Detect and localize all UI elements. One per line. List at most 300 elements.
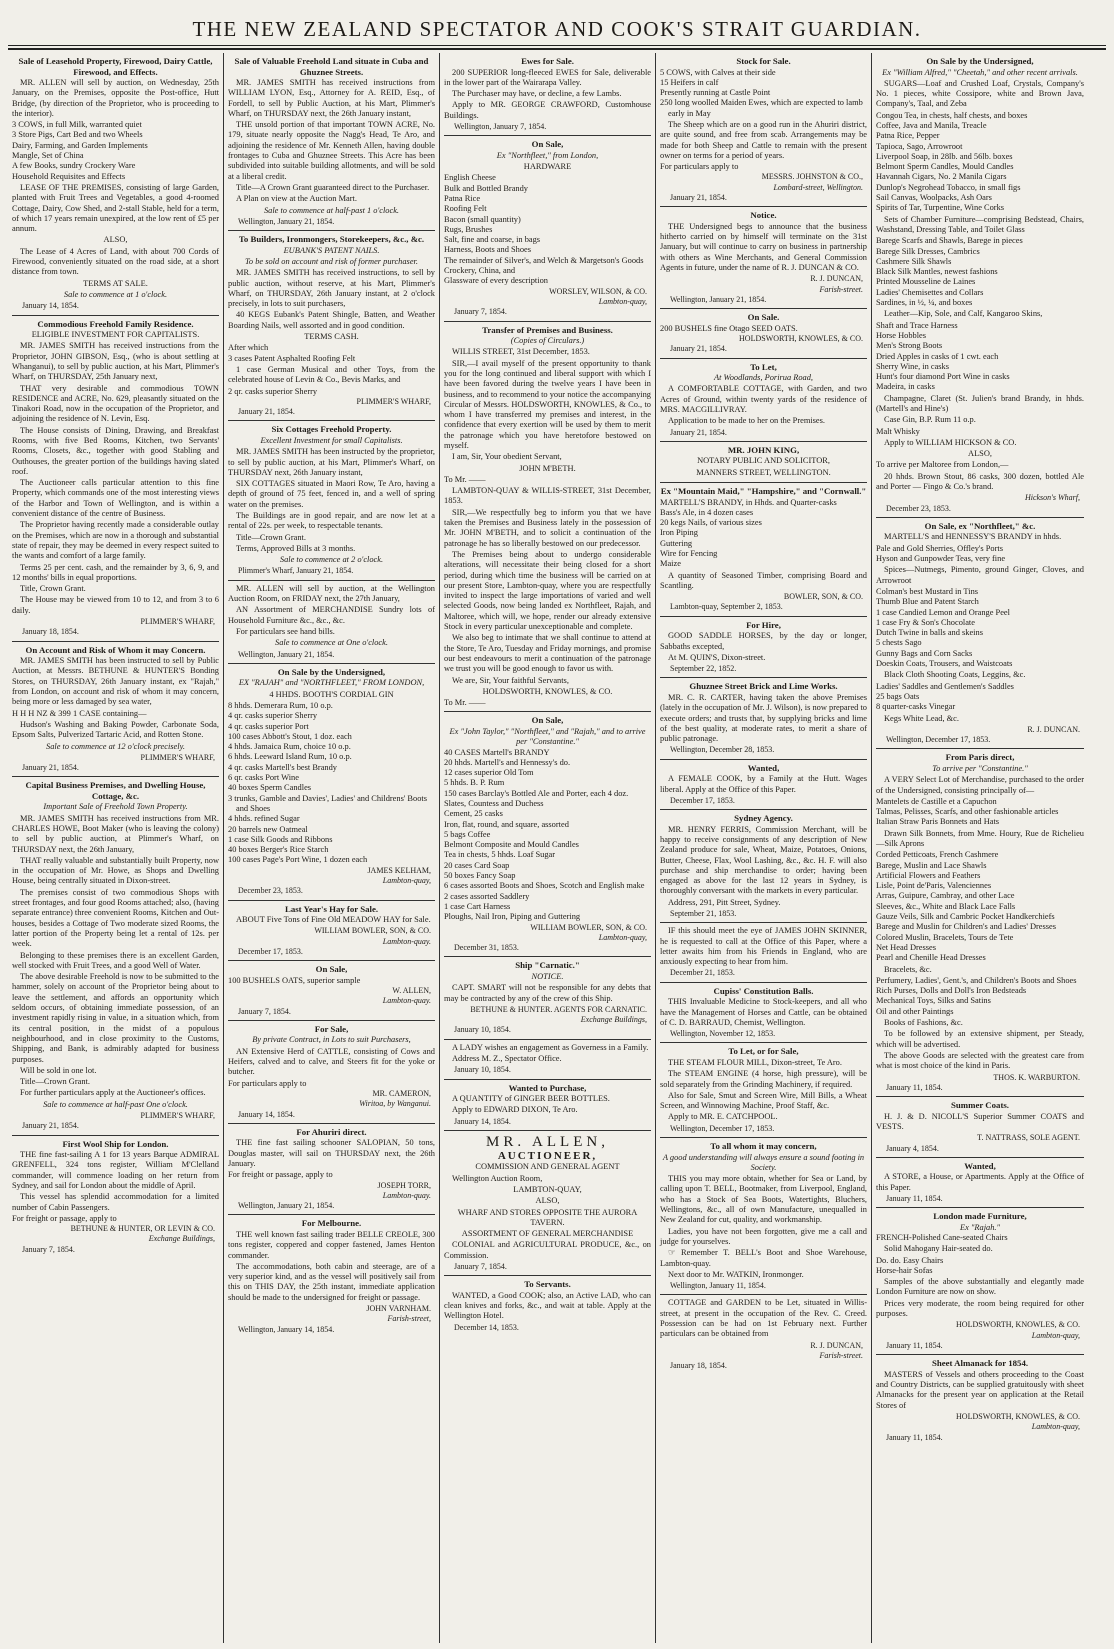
ad-address: Lambton-quay, — [598, 296, 647, 306]
ad-paragraph: SUGARS—Loaf and Crushed Loaf, Crystals, Company's No. 1 pieces, white Cossipore, white and Brown Java, Company's, Taal, and Zeba — [876, 78, 1084, 109]
ad-list-item: 1 case Cart Harness — [444, 901, 511, 911]
ad-paragraph: Apply to EDWARD DIXON, Te Aro. — [452, 1105, 578, 1115]
ad-list-item: Bass's Ale, in 4 dozen cases — [660, 507, 754, 517]
ad-list-item: 25 bags Oats — [876, 691, 920, 701]
ad-list-item: 6 cases assorted Boots and Shoes, Scotch and English make — [444, 881, 645, 891]
ad-address: Lambton-quay, — [1031, 1422, 1080, 1432]
ad-paragraph: ☞ Remember T. BELL's Boot and Shoe Warehouse, Lambton-quay. — [660, 1248, 867, 1268]
ad-paragraph: Next door to Mr. WATKIN, Ironmonger. — [668, 1269, 804, 1279]
ad-paragraph: CAPT. SMART will not be responsible for any debts that may be contracted by any of the crew of this Ship. — [444, 983, 651, 1003]
ad-paragraph: For further particulars apply at the Auctioneer's offices. — [20, 1088, 206, 1098]
ad-list-item: Black Silk Mantles, newest fashions — [876, 267, 998, 277]
ad-list-item: Tapioca, Sago, Arrowroot — [876, 141, 963, 151]
advertisement — [660, 983, 867, 1044]
advertisement — [444, 712, 651, 957]
ad-list-item: Mechanical Toys, Silks and Satins — [876, 996, 991, 1006]
ad-list-item: To Mr. —— — [444, 474, 486, 484]
ad-list-item: Wire for Fencing — [660, 548, 718, 558]
ad-paragraph: The Buildings are in good repair, and are now let at a rental of 22s. per week, to respectable tenants. — [228, 510, 435, 531]
ad-list-item: For freight or passage, apply to — [228, 1170, 333, 1180]
ad-caps-line: MANNERS STREET, WELLINGTON. — [696, 467, 831, 477]
ad-paragraph: GOOD SADDLE HORSES, by the day or longer, Sabbaths excepted, — [660, 631, 867, 651]
ad-date: January 7, 1854. — [238, 1006, 291, 1016]
ad-paragraph: For particulars see hand bills. — [236, 626, 335, 636]
advertisement — [876, 1097, 1084, 1158]
ad-date: December 17, 1853. — [238, 946, 303, 956]
ad-heading: On Sale by the Undersigned, — [277, 666, 386, 677]
ad-list-item: Horse Hobbles — [876, 330, 927, 340]
advertisement — [12, 777, 219, 1135]
ad-paragraph: MR. JAMES SMITH has been instructed to sell by Public Auction, at Messrs. BETHUNE & HUNTER'S Bonding Stores, on THURSDAY, 26th January instant, ex "Rajah," from London, on account and risk of whom it may concern, being more or less damaged by sea water, — [12, 656, 219, 707]
ad-signature: WILLIAM BOWLER, SON, & CO. — [530, 922, 647, 932]
ad-paragraph: Title—Crown Grant. — [236, 532, 306, 542]
ad-list-item: Oil and other Paintings — [876, 1006, 954, 1016]
ad-list-item: 6 hhds. Leeward Island Rum, 10 o.p. — [228, 752, 352, 762]
ad-paragraph: AN Extensive Herd of CATTLE, consisting of Cows and Heifers, calved and to calve, and Steers fit for the yoke or butcher. — [228, 1046, 435, 1077]
ad-list-item: 12 cases superior Old Tom — [444, 768, 534, 778]
ad-list-item: Hunt's four diamond Port Wine in casks — [876, 372, 1010, 382]
ad-list-item: Salt, fine and coarse, in bags — [444, 235, 541, 245]
ad-list-item: Patna Rice, Pepper — [876, 131, 940, 141]
ad-paragraph: This vessel has splendid accommodation for a limited number of Cabin Passengers. — [12, 1192, 219, 1212]
ad-list-item: 50 boxes Fancy Soap — [444, 871, 516, 881]
ad-list-item: 1 case Fry & Son's Chocolate — [876, 617, 975, 627]
ad-paragraph: Address, 291, Pitt Street, Sydney. — [668, 897, 781, 907]
ad-signature: JAMES KELHAM, — [367, 865, 431, 875]
advertisement — [444, 1276, 651, 1336]
ad-list-item: Dunlop's Negrohead Tobacco, in small figs — [876, 182, 1021, 192]
advertisement — [660, 483, 867, 617]
ad-date: Wellington, January 7, 1854. — [454, 121, 547, 131]
ad-paragraph: Terms 25 per cent. cash, and the remainder by 3, 6, 9, and 12 months' bills in equal proportions. — [12, 562, 219, 582]
ad-list-item: Net Head Dresses — [876, 942, 936, 952]
ad-italic-note: Sale to commence at half-past 1 o'clock. — [263, 205, 400, 215]
ad-italic-note: To be sold on account and risk of former purchaser. — [245, 256, 418, 266]
ad-list-item: 40 boxes Sperm Candles — [228, 783, 312, 793]
ad-list-item: Dried Apples in casks of 1 cwt. each — [876, 351, 999, 361]
ad-paragraph: AN Assortment of MERCHANDISE Sundry lots of Household Furniture &c., &c., &c. — [228, 605, 435, 625]
ad-list-item: Cement, 25 casks — [444, 809, 503, 819]
ad-heading: For Hire, — [746, 619, 781, 630]
ad-signature: HOLDSWORTH, KNOWLES, & CO. — [739, 334, 863, 344]
ad-list-item: Rich Purses, Dolls and Doll's Iron Bedsteads — [876, 986, 1027, 996]
advertisement — [12, 1136, 219, 1258]
ad-heading: MR. JOHN KING, — [727, 444, 800, 455]
ad-paragraph: THE Undersigned begs to announce that the business hitherto carried on by himself will terminate on the 31st January, but will continue to carry on business in partnership with others as Wine Merchants, and General Commission Agents in future, under the name of R. J. DUNCAN & CO. — [660, 221, 867, 273]
ad-list-item: Patna Rice — [444, 193, 481, 203]
ad-heading: Ship "Carnatic." — [515, 960, 580, 971]
ad-list-item: Sherry Wine, in casks — [876, 361, 950, 371]
advertisement — [228, 1021, 435, 1124]
ad-list-item: To Mr. —— — [444, 698, 486, 708]
ad-subheading: Ex "William Alfred," "Cheetah," and other recent arrivals. — [882, 67, 1078, 77]
ad-paragraph: The Proprietor having recently made a considerable outlay on the Premises, which are now in a thorough and substantial state of repair, they may be deemed in every respect suited to the wants and comfort of a large family. — [12, 520, 219, 561]
ad-list-item: 3 Store Pigs, Cart Bed and two Wheels — [12, 130, 143, 140]
ad-signature: PLIMMER'S WHARF, — [140, 752, 215, 762]
ad-subheading: Ex "John Taylor," "Northfleet," and "Rajah," and to arrive per "Constantine." — [449, 726, 646, 747]
advertisement — [660, 678, 867, 759]
advertisement — [660, 207, 867, 309]
ad-italic-note: Sale to commence at 2 o'clock. — [279, 555, 384, 565]
ad-subheading: By private Contract, in Lots to suit Purchasers, — [252, 1035, 411, 1045]
ad-heading: Cupiss' Constitution Balls. — [713, 985, 814, 996]
ad-paragraph: THE fine fast sailing schooner SALOPIAN, 50 tons, Douglas master, will sail on THURSDAY next, the 26th January. — [228, 1138, 435, 1168]
ad-list-item: 2 qr. casks superior Sherry — [228, 386, 318, 396]
ad-signature: WORSLEY, WILSON, & CO. — [549, 286, 647, 296]
ad-paragraph: Ladies, you have not been forgotten, give me a call and judge for yourselves. — [660, 1226, 867, 1246]
ad-list-item: Pale and Gold Sherries, Offley's Ports — [876, 543, 1003, 553]
ad-list-item: Rugs, Brushes — [444, 224, 493, 234]
advertisement — [660, 359, 867, 442]
ad-paragraph: Belonging to these premises there is an excellent Garden, well stocked with Fruit Trees, and a good Well of Water. — [12, 950, 219, 970]
ad-paragraph: To be followed by an extensive shipment, per Steady, which will be advertised. — [876, 1029, 1084, 1049]
ad-caps-line: LAMBTON-QUAY, — [513, 1184, 582, 1194]
ad-list-item: 20 barrels new Oatmeal — [228, 824, 308, 834]
masthead-title: THE NEW ZEALAND SPECTATOR AND COOK'S STRAIT GUARDIAN. — [192, 17, 922, 41]
ad-signature: PLIMMER'S WHARF, — [356, 396, 431, 406]
ad-heading: On Sale, — [531, 715, 564, 726]
ad-list-item: 40 CASES Martell's BRANDY — [444, 747, 550, 757]
ad-paragraph: Spices—Nutmegs, Pimento, ground Ginger, Cloves, and Arrowroot — [876, 565, 1084, 585]
ad-heading: Notice. — [750, 210, 777, 221]
ad-heading: For Melbourne. — [301, 1218, 362, 1229]
ad-heading: Wanted, — [964, 1160, 996, 1171]
ad-heading: On Sale, ex "Northfleet," &c. — [924, 520, 1036, 531]
ad-heading: Sydney Agency. — [734, 813, 793, 824]
ad-date: January 18, 1854. — [22, 627, 79, 637]
ad-paragraph: THE unsold portion of that important TOWN ACRE, No. 179, situate nearly opposite the Nagg's Head, Te Aro, and adjoining the residence of Mr. Kenneth Allen, having double frontages to Cuba and Ghuznee Streets. This Acre has been subdivided into suitable building allotments, and will be sold at a liberal credit. — [228, 120, 435, 181]
firm-title: AUCTIONEER, — [497, 1150, 598, 1163]
ad-paragraph: A quantity of Seasoned Timber, comprising Board and Scantling. — [660, 570, 867, 590]
ad-paragraph: Wellington Auction Room, — [452, 1173, 543, 1183]
ad-date: Wellington, December 17, 1853. — [670, 1123, 775, 1133]
ad-heading: To Builders, Ironmongers, Storekeepers, &c., &c. — [238, 234, 425, 245]
ad-list-item: 1 case Candied Lemon and Orange Peel — [876, 607, 1010, 617]
ad-list-item: 3 COWS, in full Milk, warranted quiet — [12, 120, 142, 130]
ad-list-item: The remainder of Silver's, and Welch & Margetson's Goods — [444, 255, 644, 265]
ad-list-item: 5 COWS, with Calves at their side — [660, 67, 776, 77]
ad-date: January 10, 1854. — [454, 1025, 511, 1035]
ad-list-item: Madeira, in casks — [876, 382, 935, 392]
ad-paragraph: COLONIAL and AGRICULTURAL PRODUCE, &c., on Commission. — [444, 1240, 651, 1260]
ad-list-item: 20 hhds. Martell's and Hennessy's do. — [444, 757, 571, 767]
ad-date: Wellington, January 11, 1854. — [670, 1281, 766, 1291]
ad-date: January 21, 1854. — [670, 427, 727, 437]
advertisement — [876, 518, 1084, 749]
ad-paragraph: Hudson's Washing and Baking Powder, Carbonate Soda, Epsom Salts, Pulverized Tartaric Acid, and Rotten Stone. — [12, 719, 219, 740]
ad-signature: THOS. K. WARBURTON. — [993, 1072, 1080, 1082]
ad-date: January 14, 1854. — [238, 1109, 295, 1119]
ad-address: Lambton-quay, — [382, 875, 431, 885]
ad-date: Wellington, December 28, 1853. — [670, 745, 775, 755]
ad-caps-line: HARDWARE — [523, 162, 572, 172]
ad-paragraph: Title—Crown Grant. — [20, 1077, 90, 1087]
ad-paragraph: SIX COTTAGES situated in Maori Row, Te Aro, having a depth of ground of 75 feet, fenced in, and a well of spring water on the premises. — [228, 479, 435, 509]
ad-list-item: Bacon (small quantity) — [444, 214, 521, 224]
ad-paragraph: Samples of the above substantially and elegantly made London Furniture are now on show. — [876, 1277, 1084, 1297]
ad-paragraph: THAT really valuable and substantially built Property, now in the occupation of Mr. Howe, as Shops and Dwelling House, being centrally situated in Dixon-street. — [12, 855, 219, 886]
ad-heading: On Sale, — [531, 139, 564, 150]
ad-date: September 21, 1853. — [670, 909, 737, 918]
ad-list-item: Corded Petticoats, French Cashmere — [876, 850, 999, 860]
ad-heading: On Sale, — [315, 964, 348, 975]
advertisement — [444, 136, 651, 321]
ad-paragraph: The Lease of 4 Acres of Land, with about 700 Cords of Firewood, conveniently situated on the road side, at a short distance from town. — [12, 246, 219, 277]
ad-paragraph: WILLIS STREET, 31st December, 1853. — [452, 347, 590, 357]
firm-name: MR. ALLEN, — [486, 1134, 609, 1151]
ad-list-item: 15 Heifers in calf — [660, 77, 719, 87]
ad-paragraph: Bracelets, &c. — [884, 964, 932, 974]
ad-list-item: Talmas, Pelisses, Scarfs, and other fashionable articles — [876, 807, 1059, 817]
ad-heading: For Ahuriri direct. — [296, 1126, 367, 1137]
ad-paragraph: 200 SUPERIOR long-fleeced EWES for Sale, deliverable in the lower part of the Wairarapa Valley. — [444, 67, 651, 87]
advertisement — [228, 961, 435, 1021]
ad-date: Lambton-quay, September 2, 1853. — [670, 602, 783, 612]
ad-signature: BOWLER, SON, & CO. — [783, 592, 863, 602]
ad-signature: R. J. DUNCAN, — [810, 1340, 863, 1350]
ad-signature: R. J. DUNCAN. — [1027, 724, 1080, 734]
ad-heading: Sheet Almanack for 1854. — [931, 1358, 1029, 1369]
ad-paragraph: Apply to MR. GEORGE CRAWFORD, Customhouse Buildings. — [444, 100, 651, 120]
ad-date: December 23, 1853. — [886, 503, 951, 513]
ad-list-item: Iron Piping — [660, 528, 698, 538]
ad-list-item: Men's Strong Boots — [876, 341, 943, 351]
ad-list-item: Dairy, Farming, and Garden Implements — [12, 140, 148, 150]
ad-list-item: Maize — [660, 559, 681, 569]
ad-list-item: Barege, Muslin and Lace Shawls — [876, 860, 987, 870]
ad-subheading: Important Sale of Freehold Town Property. — [43, 802, 188, 812]
ad-list-item: Arras, Guipure, Cambray, and other Lace — [876, 891, 1015, 901]
ad-list-item: H H H NZ & 399 1 CASE containing— — [12, 708, 147, 718]
ad-paragraph: Case Gin, B.P. Rum 11 o.p. — [884, 415, 976, 425]
ad-address: Hickson's Wharf, — [1024, 493, 1080, 503]
ad-list-item: After which — [228, 343, 269, 353]
ad-heading: Commodious Freehold Family Residence. — [37, 318, 194, 329]
ad-list-item: Ladies' Chemisettes and Collars — [876, 287, 984, 297]
advertisement — [660, 309, 867, 358]
advertisement — [12, 316, 219, 642]
advertisement — [660, 810, 867, 923]
ad-caps-line: TERMS AT SALE. — [83, 278, 148, 288]
ad-list-item: Sardines, in ½, ¼, and boxes — [876, 298, 973, 308]
ad-list-item: Harness, Boots and Shoes — [444, 245, 532, 255]
ad-heading: Sale of Leasehold Property, Firewood, Dairy Cattle, Firewood, and Effects. — [18, 56, 213, 77]
ad-list-item: Barege Silk Dresses, Cambrics — [876, 246, 980, 256]
advertisement — [444, 53, 651, 136]
column-2 — [224, 53, 440, 1643]
ad-list-item: 4 qr. casks superior Port — [228, 721, 309, 731]
ad-heading: Stock for Sale. — [736, 56, 791, 66]
ad-date: December 31, 1853. — [454, 943, 519, 953]
ad-paragraph: SIR,—I avail myself of the present opportunity to thank you for the long continued and liberal support with which I have been favored during the twelve years I have been in business, and to recommend to your notice the accompanying Circular of Messrs. HOLDSWORTH, KNOWLES, & Co., to whom I have transferred my premises and interest, in the confidence that every exertion will be used by them to merit the patronage which you have heretofore bestowed on myself. — [444, 358, 651, 450]
ad-list-item: Horse-hair Sofas — [876, 1265, 933, 1275]
ad-list-item: 4 hhds. refined Sugar — [228, 814, 300, 824]
ad-list-item: Printed Mousseline de Laines — [876, 277, 976, 287]
ad-list-item: For freight or passage, apply to — [12, 1213, 117, 1223]
ad-list-item: Colman's best Mustard in Tins — [876, 586, 979, 596]
ad-date: December 21, 1853. — [670, 968, 735, 978]
ad-paragraph: MR. ALLEN will sell by auction, at the Wellington Auction Room, on FRIDAY next, the 27th January, — [228, 583, 435, 604]
ad-paragraph: THIS Invaluable Medicine to Stock-keepers, and all who have the Management of Horses and Cattle, can be obtained of C. D. BARRAUD, Chemist, Wellington. — [660, 997, 867, 1027]
ad-address: Lambton-quay, — [598, 932, 647, 942]
ad-paragraph: MR. JAMES SMITH has received instructions from the Proprietor, JOHN GIBSON, Esq., (who is about settling at Whanganui), to sell by public auction, at his Mart, Plimmer's Wharf, on THURSDAY, 25th January next, — [12, 341, 219, 382]
ad-heading: To Let, — [750, 361, 777, 372]
ad-subheading: (Copies of Circulars.) — [510, 336, 585, 346]
advertisement — [660, 923, 867, 982]
ad-paragraph: The Auctioneer calls particular attention to this fine Property, which commands one of the most interesting views of the Harbor and Town of Wellington, and is within a convenient distance of the centre of Business. — [12, 478, 219, 519]
ad-subheading: At Woodlands, Porirua Road, — [713, 373, 814, 383]
ad-paragraph: Title, Crown Grant. — [20, 584, 86, 594]
ad-paragraph: Solid Mahogany Hair-seated do. — [884, 1244, 993, 1254]
advertisement — [660, 1295, 867, 1374]
ad-list-item: For particulars apply to — [228, 1078, 307, 1088]
ad-list-item: Household Requisites and Effects — [12, 171, 126, 181]
ad-list-item: Do. do. Easy Chairs — [876, 1255, 944, 1265]
advertisement — [12, 642, 219, 778]
ad-list-item: Ploughs, Nail Iron, Piping and Guttering — [444, 912, 581, 922]
ad-list-item: Presently running at Castle Point — [660, 88, 771, 98]
ad-list-item: FRENCH-Polished Cane-seated Chairs — [876, 1232, 1008, 1242]
ad-caps-line: ALSO, — [968, 449, 992, 459]
ad-list-item: Shaft and Trace Harness — [876, 320, 958, 330]
ad-list-item: Slates, Countess and Duchess — [444, 799, 544, 808]
ad-list-item: 40 boxes Berger's Rice Starch — [228, 845, 329, 855]
ad-paragraph: MR. JAMES SMITH has received instructions from MR. CHARLES HOWE, Boot Maker (who is leaving the colony) to sell by public auction, at Plimmer's Wharf, on THURSDAY next, the 26th January, — [12, 813, 219, 854]
ad-list-item: 100 cases Page's Port Wine, 1 dozen each — [228, 855, 368, 865]
ad-date: December 17, 1853. — [670, 795, 735, 805]
column-3 — [440, 53, 656, 1643]
ad-list-item: 5 hhds. B. P. Rum — [444, 778, 505, 788]
ad-list-item: Doeskin Coats, Trousers, and Waistcoats — [876, 659, 1013, 669]
ad-list-item: 100 BUSHELS OATS, superior sample — [228, 975, 361, 985]
advertisement — [876, 53, 1084, 518]
advertisement — [660, 617, 867, 679]
ad-heading: Wanted to Purchase, — [508, 1082, 587, 1093]
advertisement — [876, 1208, 1084, 1355]
ad-list-item: 4 qr. casks superior Sherry — [228, 711, 318, 721]
ad-heading: Summer Coats. — [951, 1100, 1009, 1111]
ad-paragraph: MR. C. R. CARTER, having taken the above Premises (lately in the occupation of Mr. J. Wilson), is now prepared to execute orders; and trusts that, by supplying bricks and lime of the best quality, at moderate rates, to merit a share of public patronage. — [660, 692, 867, 744]
ad-date: Wellington, December 17, 1853. — [886, 735, 991, 745]
ad-paragraph: The accommodations, both cabin and steerage, are of a very superior kind, and as the vessel will positively sail from this on THIS DAY, the 25th instant, immediate application should be made to the undersigned for freight or passage. — [228, 1261, 435, 1302]
ad-paragraph: The above desirable Freehold is now to be submitted to the hammer, solely on account of the Proprietor being about to leave the settlement, and affords an opportunity which seldom occurs, of obtaining immediate possession, of an investment rapidly rising in value, in a situation which, from its central position, in the midst of a populous neighbourhood, and in close proximity to the Customs, Shipping, and Bank, is admirably adapted for business purposes. — [12, 972, 219, 1064]
ad-address: Lombard-street, Wellington. — [773, 182, 863, 192]
ad-italic-note: Sale to commence at half-past One o'clock. — [43, 1099, 188, 1109]
ad-list-item: Roofing Felt — [444, 204, 487, 214]
ad-signature: HOLDSWORTH, KNOWLES, & CO. — [956, 1320, 1080, 1330]
ad-heading: Sale of Valuable Freehold Land situate in Cuba and Ghuznee Streets. — [234, 56, 429, 77]
ad-paragraph: IF this should meet the eye of JAMES JOHN SKINNER, he is requested to call at the Office of this Paper, where a letter awaits him from his Friends in England, who are anxiously expecting to hear from him. — [660, 926, 867, 967]
ad-paragraph: MR. JAMES SMITH has received instructions, to sell by public auction, without reserve, at his Mart, Plimmer's Wharf, on THURSDAY, 26th January instant, at 2 o'clock precisely, in lots to suit purchasers, — [228, 268, 435, 309]
ad-signature: MESSRS. JOHNSTON & CO., — [761, 172, 863, 182]
ad-paragraph: 1 case German Musical and other Toys, from the celebrated house of Levin & Co., Bevis Marks, and — [228, 364, 435, 385]
ad-paragraph: Application to be made to her on the Premises. — [668, 416, 825, 426]
ad-date: January 18, 1854. — [670, 1361, 727, 1371]
ad-caps-line: WHARF AND STORES OPPOSITE THE AURORA TAVERN. — [457, 1207, 638, 1227]
ad-paragraph: LEASE OF THE PREMISES, consisting of large Garden, planted with Fruit Trees and Vegetables, a good 4-roomed Cottage, Dairy, Cow Shed, and 2-stall Stable, held for a term, of which 17 years remain unexpired, at the low rent of £5 per annum. — [12, 182, 219, 234]
ad-date: January 14, 1854. — [454, 1116, 511, 1126]
advertisement — [228, 901, 435, 962]
ad-caps-line: 4 HHDS. BOOTH'S CORDIAL GIN — [269, 689, 394, 699]
ad-heading: Last Year's Hay for Sale. — [284, 903, 379, 914]
ad-signature: WILLIAM BOWLER, SON, & CO. — [314, 926, 431, 936]
ad-subheading: EX "RAJAH" and "NORTHFLEET," FROM LONDON, — [238, 678, 425, 688]
ad-signature: PLIMMER'S WHARF, — [140, 1111, 215, 1121]
ad-list-item: Thumb Blue and Patent Starch — [876, 597, 979, 607]
ad-list-item: Artificial Flowers and Feathers — [876, 870, 981, 880]
ad-list-item: Ladies' Saddles and Gentlemen's Saddles — [876, 681, 1014, 691]
ad-heading: First Wool Ship for London. — [62, 1138, 169, 1149]
ad-paragraph: THE well known fast sailing trader BELLE CREOLE, 300 tons register, coppered and copper fastened, James Henton commander. — [228, 1229, 435, 1260]
ad-heading: From Paris direct, — [945, 752, 1015, 763]
advertisement — [228, 1124, 435, 1216]
ad-paragraph: Apply to MR. E. CATCHPOOL. — [668, 1112, 778, 1122]
column-4 — [656, 53, 872, 1643]
ad-date: Wellington, January 21, 1854. — [238, 649, 335, 659]
ad-paragraph: Will be sold in one lot. — [20, 1065, 97, 1075]
ad-date: January 21, 1854. — [22, 1121, 79, 1131]
advertisement — [660, 442, 867, 483]
ad-paragraph: Also for Sale, Smut and Screen Wire, Mill Bills, a Wheat Screen, and Winnowing Machine, Proof Staff, &c. — [660, 1090, 867, 1111]
ad-paragraph: The Purchaser may have, or decline, a few Lambs. — [452, 89, 622, 99]
ad-signature: BETHUNE & HUNTER. AGENTS FOR CARNATIC. — [470, 1004, 647, 1014]
ad-list-item: 3 cases Patent Asphalted Roofing Felt — [228, 353, 356, 363]
ad-list-item: Dutch Twine in balls and skeins — [876, 628, 983, 638]
ad-paragraph: A STORE, a House, or Apartments. Apply at the Office of this Paper. — [876, 1172, 1084, 1192]
ad-date: January 21, 1854. — [238, 407, 295, 417]
ad-paragraph: THE STEAM FLOUR MILL, Dixon-street, Te Aro. — [668, 1057, 842, 1067]
ad-address: Lambton-quay. — [382, 1190, 431, 1200]
ad-heading: Ghuznee Street Brick and Lime Works. — [689, 681, 838, 692]
ad-date: January 7, 1854. — [22, 1244, 75, 1254]
ad-address: Wiritoa, by Wanganui. — [359, 1099, 431, 1109]
ad-list-item: Mantelets de Castille et a Capuchon — [876, 796, 997, 806]
ad-list-item: Sail Canvas, Woolpacks, Ash Oars — [876, 193, 992, 203]
ad-paragraph: THIS you may more obtain, whether for Sea or Land, by calling upon T. BELL, Bootmaker, from Liverpool, England, who has a Stock of Sea Boots, Watertights, Bluchers, Wellingtons, &c., all of own Manufacture, unequalled in New Zealand for cut, quality, and workmanship. — [660, 1174, 867, 1225]
ad-address: Exchange Buildings, — [580, 1015, 647, 1025]
ad-date: Wellington, January 21, 1854. — [238, 1201, 335, 1211]
ad-heading: Six Cottages Freehold Property. — [271, 424, 392, 435]
ad-paragraph: MR. JAMES SMITH has been instructed by the proprietor, to sell by public auction, at his Mart, Plimmer's Wharf, on THURSDAY next, 26th January instant, — [228, 447, 435, 477]
ad-paragraph: The STEAM ENGINE (4 horse, high pressure), will be sold separately from the Grinding Machinery, if required. — [660, 1069, 867, 1089]
ad-list-item: 6 qr. casks Port Wine — [228, 773, 299, 783]
ad-paragraph: Champagne, Claret (St. Julien's brand Brandy, in hhds. (Martell's and Hine's) — [876, 393, 1084, 413]
ad-list-item: 1 case Silk Goods and Ribbons — [228, 834, 333, 844]
ad-heading: Ewes for Sale. — [521, 56, 574, 66]
ad-caps-line: ALSO, — [535, 1196, 560, 1206]
ad-paragraph: MR. HENRY FERRIS, Commission Merchant, will be happy to receive consignments of any description of New Zealand produce for sale, Wheat, Maize, Potatoes, Onions, Butter, Cheese, Flax, Wool Lashing, &c., &c. H. F. will also purchase and ship merchandise to order; having been engaged as above for the last 12 years in Sydney, is thoroughly conversant with the markets in every particular. — [660, 824, 867, 896]
ad-list-item: 5 chests Sago — [876, 638, 922, 648]
masthead-rule — [8, 45, 1106, 46]
ad-list-item: 150 cases Barclay's Bottled Ale and Porter, each 4 doz. — [444, 788, 629, 798]
ad-paragraph: WANTED, a Good COOK; also, an Active LAD, who can clean knives and forks, &c., and wait at table. Apply at the Wellington Hotel. — [444, 1290, 651, 1321]
ad-subheading: Ex "Rajah." — [959, 1222, 1001, 1232]
ad-list-item: 8 hhds. Demerara Rum, 10 o.p. — [228, 700, 333, 710]
advertisement — [228, 1215, 435, 1337]
ad-list-item: 5 bags Coffee — [444, 829, 491, 839]
ad-list-item: Coffee, Java and Manila, Treacle — [876, 120, 987, 130]
ad-date: January 7, 1854. — [454, 307, 507, 317]
ad-paragraph: Leather—Kip, Sole, and Calf, Kangaroo Skins, — [884, 309, 1043, 319]
ad-date: Plimmer's Wharf, January 21, 1854. — [238, 566, 354, 576]
ad-date: January 21, 1854. — [670, 344, 727, 354]
ad-paragraph: We also beg to intimate that we shall continue to attend at the Store, Te Aro, Tuesday and Friday mornings, and promise our best endeavours to merit a continuation of the patronage we trust you will be good enough to favor us with. — [444, 633, 651, 674]
ad-heading: London made Furniture, — [933, 1211, 1027, 1222]
ad-list-item: Italian Straw Paris Bonnets and Hats — [876, 817, 1000, 827]
ad-list-item: 4 qr. casks Martell's best Brandy — [228, 762, 337, 772]
masthead-double-rule — [8, 48, 1106, 50]
columns-container — [8, 53, 1106, 1643]
